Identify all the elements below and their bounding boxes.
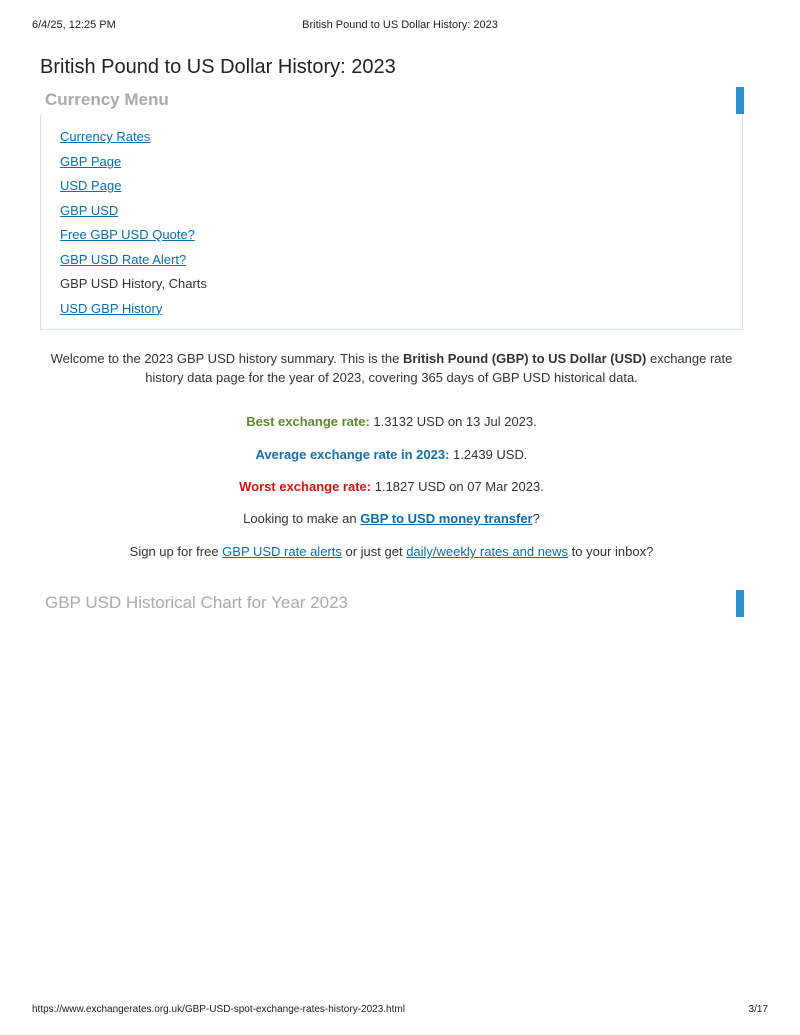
transfer-line: [40, 511, 743, 526]
signup-text-end: to your inbox?: [568, 544, 654, 559]
intro-text-start: Welcome to the 2023 GBP USD history summary. This is the: [50, 351, 403, 366]
rate-alerts-link[interactable]: GBP USD rate alerts: [222, 544, 342, 559]
currency-menu-list: [60, 128, 207, 324]
currency-menu: [40, 114, 743, 330]
signup-line: [40, 544, 743, 559]
transfer-text-end: ?: [532, 511, 540, 526]
menu-link-usd-gbp-history[interactable]: USD GBP History: [60, 300, 163, 316]
transfer-text-start: Looking to make an: [243, 511, 361, 526]
menu-item-currency-rates: [60, 128, 207, 153]
print-page-number: 3/17: [748, 1004, 768, 1015]
menu-link-gbp-usd[interactable]: GBP USD: [60, 202, 119, 218]
signup-text-start: Sign up for free: [129, 544, 223, 559]
menu-item-gbp-usd: [60, 202, 207, 227]
intro-bold-pair: British Pound (GBP) to US Dollar (USD): [402, 351, 647, 366]
menu-item-rate-alert: [60, 251, 207, 276]
menu-link-free-quote[interactable]: Free GBP USD Quote?: [60, 227, 195, 242]
worst-rate-label: Worst exchange rate:: [239, 479, 372, 494]
menu-accent-bar: [736, 87, 744, 114]
menu-item-history-charts: [60, 275, 207, 300]
intro-paragraph: [40, 349, 743, 387]
signup-text-middle: or just get: [341, 544, 407, 559]
worst-rate-value: 1.1827 USD on 07 Mar 2023.: [371, 479, 544, 494]
menu-item-usd-page: [60, 177, 207, 202]
menu-link-rate-alert[interactable]: GBP USD Rate Alert?: [60, 251, 187, 267]
menu-link-gbp-page[interactable]: GBP Page: [60, 153, 122, 169]
best-rate-label: Best exchange rate:: [246, 414, 370, 429]
print-doc-title: British Pound to US Dollar History: 2023: [302, 19, 498, 31]
menu-link-usd-page[interactable]: USD Page: [60, 178, 122, 193]
average-rate-label: Average exchange rate in 2023:: [255, 447, 450, 462]
menu-current-history-charts: GBP USD History, Charts: [60, 276, 207, 291]
intro-text-end: exchange rate history data page for the year of 2023, covering 365 days of GBP USD historical data.: [145, 351, 733, 385]
average-rate-line: [40, 447, 743, 462]
menu-item-free-quote: [60, 226, 207, 251]
menu-item-gbp-page: [60, 153, 207, 178]
best-rate-value: 1.3132 USD on 13 Jul 2023.: [369, 414, 537, 429]
money-transfer-link[interactable]: GBP to USD money transfer: [360, 511, 533, 526]
average-rate-value: 1.2439 USD.: [449, 447, 528, 462]
menu-link-currency-rates[interactable]: Currency Rates: [60, 129, 151, 144]
rates-news-link[interactable]: daily/weekly rates and news: [406, 544, 569, 559]
best-rate-line: [40, 414, 743, 429]
print-footer-url: https://www.exchangerates.org.uk/GBP-USD-spot-exchange-rates-history-2023.html: [32, 1004, 405, 1015]
chart-accent-bar: [736, 590, 744, 617]
worst-rate-line: [40, 479, 743, 494]
currency-menu-heading: Currency Menu: [45, 90, 169, 109]
page-title: British Pound to US Dollar History: 2023: [40, 56, 396, 78]
chart-section-heading: GBP USD Historical Chart for Year 2023: [45, 593, 348, 612]
menu-item-usd-gbp-history: [60, 300, 207, 325]
print-date: 6/4/25, 12:25 PM: [32, 19, 116, 31]
